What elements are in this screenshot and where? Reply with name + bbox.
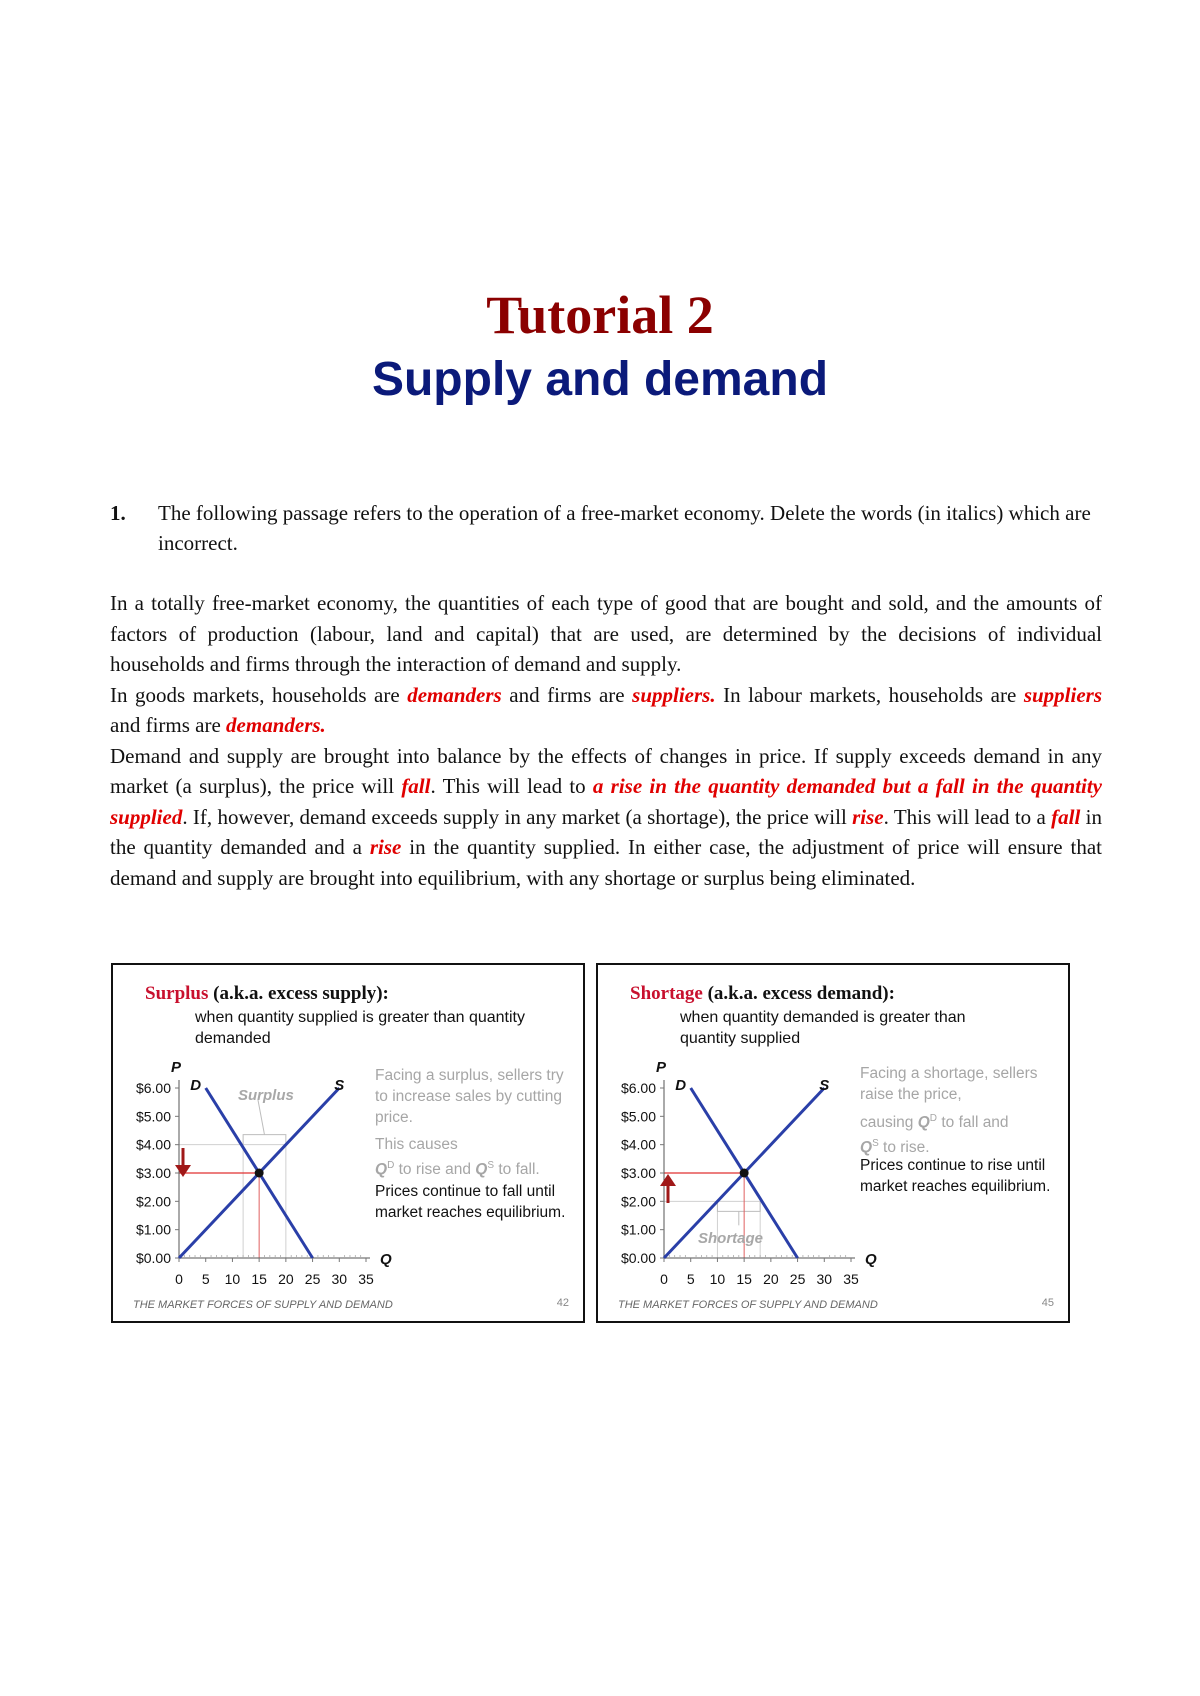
passage bbox=[110, 588, 1102, 893]
note-black: Prices continue to fall until market reaches equilibrium. bbox=[375, 1183, 566, 1221]
equilibrium-point bbox=[255, 1169, 264, 1178]
panel-title-rest: (a.k.a. excess demand): bbox=[702, 983, 895, 1004]
passage-paragraph-2 bbox=[110, 680, 1102, 741]
question-1 bbox=[110, 498, 1110, 558]
answer-word: rise bbox=[369, 835, 402, 859]
panel-page-number: 42 bbox=[556, 1297, 569, 1309]
text-run: to fall and bbox=[937, 1114, 1009, 1132]
shortage-panel bbox=[596, 963, 1070, 1323]
y-tick-label: $2.00 bbox=[620, 1193, 656, 1210]
note-grey-1: Facing a shortage, sellers raise the price, bbox=[860, 1065, 1038, 1103]
series-label-s: S bbox=[819, 1077, 830, 1094]
text-run: This causes bbox=[375, 1136, 458, 1153]
x-tick-label: 35 bbox=[843, 1271, 859, 1287]
answer-word: suppliers. bbox=[632, 682, 716, 707]
x-axis-label: Q bbox=[380, 1251, 392, 1268]
text-run: Q bbox=[917, 1114, 930, 1132]
passage-paragraph-1: In a totally free-market economy, the quantities of each type of good that are bought and sold, and the amounts of factors of production (labour, land and capital) that are used, are determined by the decisions of individual households and firms through the interaction of demand and supply. bbox=[110, 591, 1102, 676]
text-run: causing bbox=[860, 1114, 918, 1132]
x-tick-label: 20 bbox=[278, 1271, 294, 1287]
series-label-d: D bbox=[190, 1077, 202, 1094]
x-tick-label: 0 bbox=[660, 1271, 668, 1287]
y-tick-label: $3.00 bbox=[135, 1165, 171, 1181]
text-run: D bbox=[929, 1113, 938, 1124]
text-run: to fall. bbox=[494, 1161, 540, 1179]
x-tick-label: 15 bbox=[251, 1271, 267, 1287]
panel-footer: THE MARKET FORCES OF SUPPLY AND DEMAND bbox=[618, 1299, 878, 1311]
x-tick-label: 20 bbox=[763, 1271, 779, 1287]
y-tick-label: $6.00 bbox=[135, 1080, 171, 1096]
y-tick-label: $5.00 bbox=[135, 1108, 171, 1125]
x-tick-label: 5 bbox=[201, 1271, 210, 1287]
note-grey-2 bbox=[375, 1134, 575, 1180]
answer-word: rise bbox=[852, 804, 884, 829]
page-title: Tutorial 2 bbox=[486, 285, 714, 345]
y-tick-label: $0.00 bbox=[620, 1250, 656, 1266]
text-run: Q bbox=[860, 1139, 873, 1157]
text-run: . If, however, demand exceeds supply in any market (a shortage), the price will bbox=[182, 804, 853, 829]
text-run: Demand and supply are brought into balance by the effects of changes in price. If supply exceeds demand in any market (a surplus), the price will bbox=[110, 743, 1102, 798]
text-run: and firms are bbox=[501, 682, 633, 707]
y-tick-label: $1.00 bbox=[620, 1221, 656, 1238]
text-run: and firms are bbox=[110, 713, 227, 737]
y-tick-label: $2.00 bbox=[135, 1193, 171, 1210]
x-tick-label: 25 bbox=[304, 1271, 321, 1287]
panel-subtitle: when quantity demanded is greater than quantity supplied bbox=[680, 1009, 966, 1047]
text-run: Q bbox=[475, 1161, 488, 1179]
x-tick-label: 30 bbox=[816, 1271, 833, 1287]
text-run: to rise. bbox=[878, 1139, 930, 1157]
gap-label: Surplus bbox=[238, 1087, 294, 1104]
answer-word: fall bbox=[1051, 804, 1081, 829]
text-run: S bbox=[872, 1138, 879, 1150]
price-arrow-head bbox=[660, 1174, 676, 1186]
x-tick-label: 30 bbox=[331, 1271, 348, 1287]
panel-title bbox=[145, 983, 389, 1005]
panel-title-key: Surplus bbox=[145, 983, 209, 1004]
x-tick-label: 25 bbox=[789, 1271, 806, 1287]
gap-label: Shortage bbox=[698, 1230, 764, 1247]
gap-bracket bbox=[717, 1201, 760, 1211]
y-tick-label: $4.00 bbox=[135, 1136, 171, 1153]
panel-title-rest: (a.k.a. excess supply): bbox=[208, 983, 389, 1004]
x-axis-label: Q bbox=[865, 1251, 877, 1268]
price-arrow-head bbox=[175, 1165, 191, 1177]
answer-word: suppliers bbox=[1023, 682, 1102, 707]
text-run: In goods markets, households are bbox=[110, 682, 408, 707]
y-tick-label: $6.00 bbox=[620, 1080, 656, 1096]
series-label-d: D bbox=[675, 1077, 687, 1094]
gap-bracket bbox=[243, 1135, 286, 1145]
text-run: . This will lead to bbox=[430, 774, 593, 798]
note-black: Prices continue to rise until market reaches equilibrium. bbox=[860, 1157, 1051, 1195]
equilibrium-point bbox=[740, 1169, 749, 1178]
text-run: to rise and bbox=[394, 1161, 476, 1179]
y-tick-label: $4.00 bbox=[620, 1136, 656, 1153]
panel-title bbox=[630, 983, 895, 1005]
answer-word: fall bbox=[401, 774, 431, 798]
y-axis-label: P bbox=[171, 1059, 182, 1076]
question-text: The following passage refers to the operation of a free-market economy. Delete the words (in italics) which are incorrect. bbox=[158, 501, 1091, 555]
panel-title-key: Shortage bbox=[630, 983, 703, 1004]
gap-pointer bbox=[258, 1100, 264, 1135]
text-run: in the quantity demanded and a bbox=[110, 804, 1102, 859]
x-tick-label: 10 bbox=[224, 1271, 241, 1287]
text-run: in the quantity supplied. In either case, the adjustment of price will ensure that demand and supply are brought into equilibrium, with any shortage or surplus being eliminated. bbox=[110, 835, 1102, 890]
x-tick-label: 35 bbox=[358, 1271, 374, 1287]
text-run: Q bbox=[375, 1161, 388, 1179]
text-run: In labour markets, households are bbox=[715, 682, 1024, 707]
text-run: . This will lead to a bbox=[883, 804, 1052, 829]
panel-footer: THE MARKET FORCES OF SUPPLY AND DEMAND bbox=[133, 1299, 393, 1311]
x-tick-label: 5 bbox=[686, 1271, 695, 1287]
page-subtitle: Supply and demand bbox=[371, 353, 829, 406]
note-grey-2 bbox=[860, 1108, 1060, 1158]
surplus-panel bbox=[111, 963, 585, 1323]
y-tick-label: $0.00 bbox=[135, 1250, 171, 1266]
y-tick-label: $5.00 bbox=[620, 1108, 656, 1125]
y-tick-label: $1.00 bbox=[135, 1221, 171, 1238]
answer-word: a rise in the quantity demanded but a fall in the quantity supplied bbox=[110, 774, 1103, 829]
series-label-s: S bbox=[334, 1077, 345, 1094]
text-run: D bbox=[387, 1160, 395, 1171]
answer-word: demanders bbox=[407, 682, 502, 707]
note-grey-1: Facing a surplus, sellers try to increase sales by cutting price. bbox=[375, 1067, 564, 1126]
panel-subtitle: when quantity supplied is greater than quantity demanded bbox=[195, 1009, 525, 1047]
answer-word: demanders bbox=[226, 713, 321, 737]
text-run: S bbox=[487, 1160, 495, 1171]
y-tick-label: $3.00 bbox=[620, 1165, 656, 1181]
question-number: 1. bbox=[110, 501, 126, 525]
passage-paragraph-3 bbox=[110, 741, 1102, 894]
x-tick-label: 15 bbox=[736, 1271, 752, 1287]
text-run: . bbox=[320, 713, 326, 737]
x-tick-label: 0 bbox=[175, 1271, 183, 1287]
x-tick-label: 10 bbox=[709, 1271, 726, 1287]
panel-page-number: 45 bbox=[1041, 1297, 1054, 1309]
y-axis-label: P bbox=[656, 1059, 667, 1076]
